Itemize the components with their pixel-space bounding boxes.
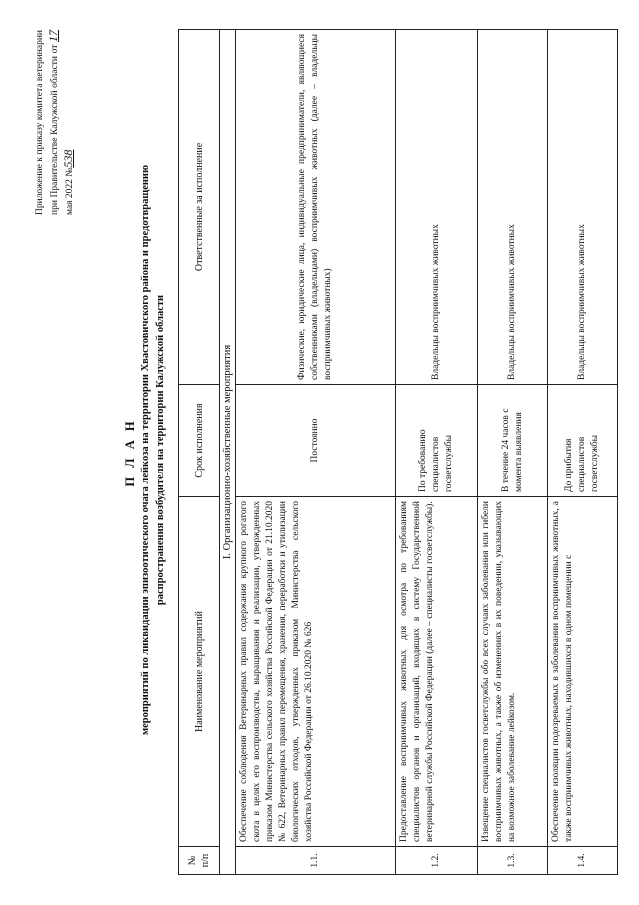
- section-title: I. Организационно-хозяйственные мероприятия: [220, 30, 236, 875]
- header-num: № п/п: [179, 847, 220, 875]
- plan-title: П Л А Н: [123, 418, 137, 487]
- header-term: Срок исполнения: [179, 385, 220, 497]
- row-num: 1.3.: [478, 847, 548, 875]
- row-name: Предоставление восприимчивых животных для осмотра по требованиям специалистов органов и организаций, входящих в систему Государственной ветеринарной службы Российской Федерации (далее – специалисты госветслужбы).: [396, 497, 478, 847]
- row-term: В течение 24 часов с момента выявления: [478, 385, 548, 497]
- row-num: 1.4.: [548, 847, 618, 875]
- appendix-line1: Приложение к приказу комитета ветеринарии при Правительстве: [35, 30, 60, 215]
- row-num: 1.2.: [396, 847, 478, 875]
- table-row: [548, 30, 618, 875]
- appendix-month-year: мая 2022 №: [65, 167, 75, 215]
- appendix-block: [34, 30, 77, 215]
- table-header-row: [179, 30, 220, 875]
- appendix-line2-prefix: Калужской области от: [50, 44, 60, 135]
- row-num: 1.1.: [236, 847, 396, 875]
- row-name: Обеспечение изоляции подозреваемых в заболевании восприимчивых животных, а также восприимчивых животных, находившихся в одном помещении с: [548, 497, 618, 847]
- row-term: По требованию специалистов госветслужбы: [396, 385, 478, 497]
- plan-subtitle: мероприятий по ликвидации эпизоотического очага лейкоза на территории Хвастовичского района и предотвращению распространения возбудителя на территории Калужской области: [140, 165, 166, 736]
- row-resp: Владельцы восприимчивых животных: [478, 30, 548, 385]
- appendix-number: 538: [61, 149, 75, 168]
- table-row: [396, 30, 478, 875]
- appendix-day: 17: [46, 29, 60, 42]
- row-resp: Физические, юридические лица, индивидуальные предприниматели, являющиеся собственниками (владельцами) восприимчивых животных (далее – владельцы восприимчивых животных): [236, 30, 396, 385]
- row-name: Извещение специалистов госветслужбы обо всех случаях заболевания или гибели восприимчивых животных, а также об изменениях в их поведении, указывающих на возможное заболевание лейкозом.: [478, 497, 548, 847]
- row-resp: Владельцы восприимчивых животных: [548, 30, 618, 385]
- section-row: [220, 30, 236, 875]
- row-term: До прибытия специалистов госветслужбы: [548, 385, 618, 497]
- row-term: Постоянно: [236, 385, 396, 497]
- table-row: [478, 30, 548, 875]
- row-name: Обеспечение соблюдения Ветеринарных правил содержания крупного рогатого скота в целях его воспроизводства, выращивания и реализации, утвержденных приказом Министерства сельского хозяйства Российской Федерации от 21.10.2020 № 622, Ветеринарных правил перемещения, хранения, переработки и утилизации биологических отходов, утвержденных приказом Министерства сельского хозяйства Российской Федерации от 26.10.2020 № 626: [236, 497, 396, 847]
- table-row: [236, 30, 396, 875]
- plan-table: [178, 29, 618, 875]
- header-name: Наименование мероприятий: [179, 497, 220, 847]
- row-resp: Владельцы восприимчивых животных: [396, 30, 478, 385]
- header-resp: Ответственные за исполнение: [179, 30, 220, 385]
